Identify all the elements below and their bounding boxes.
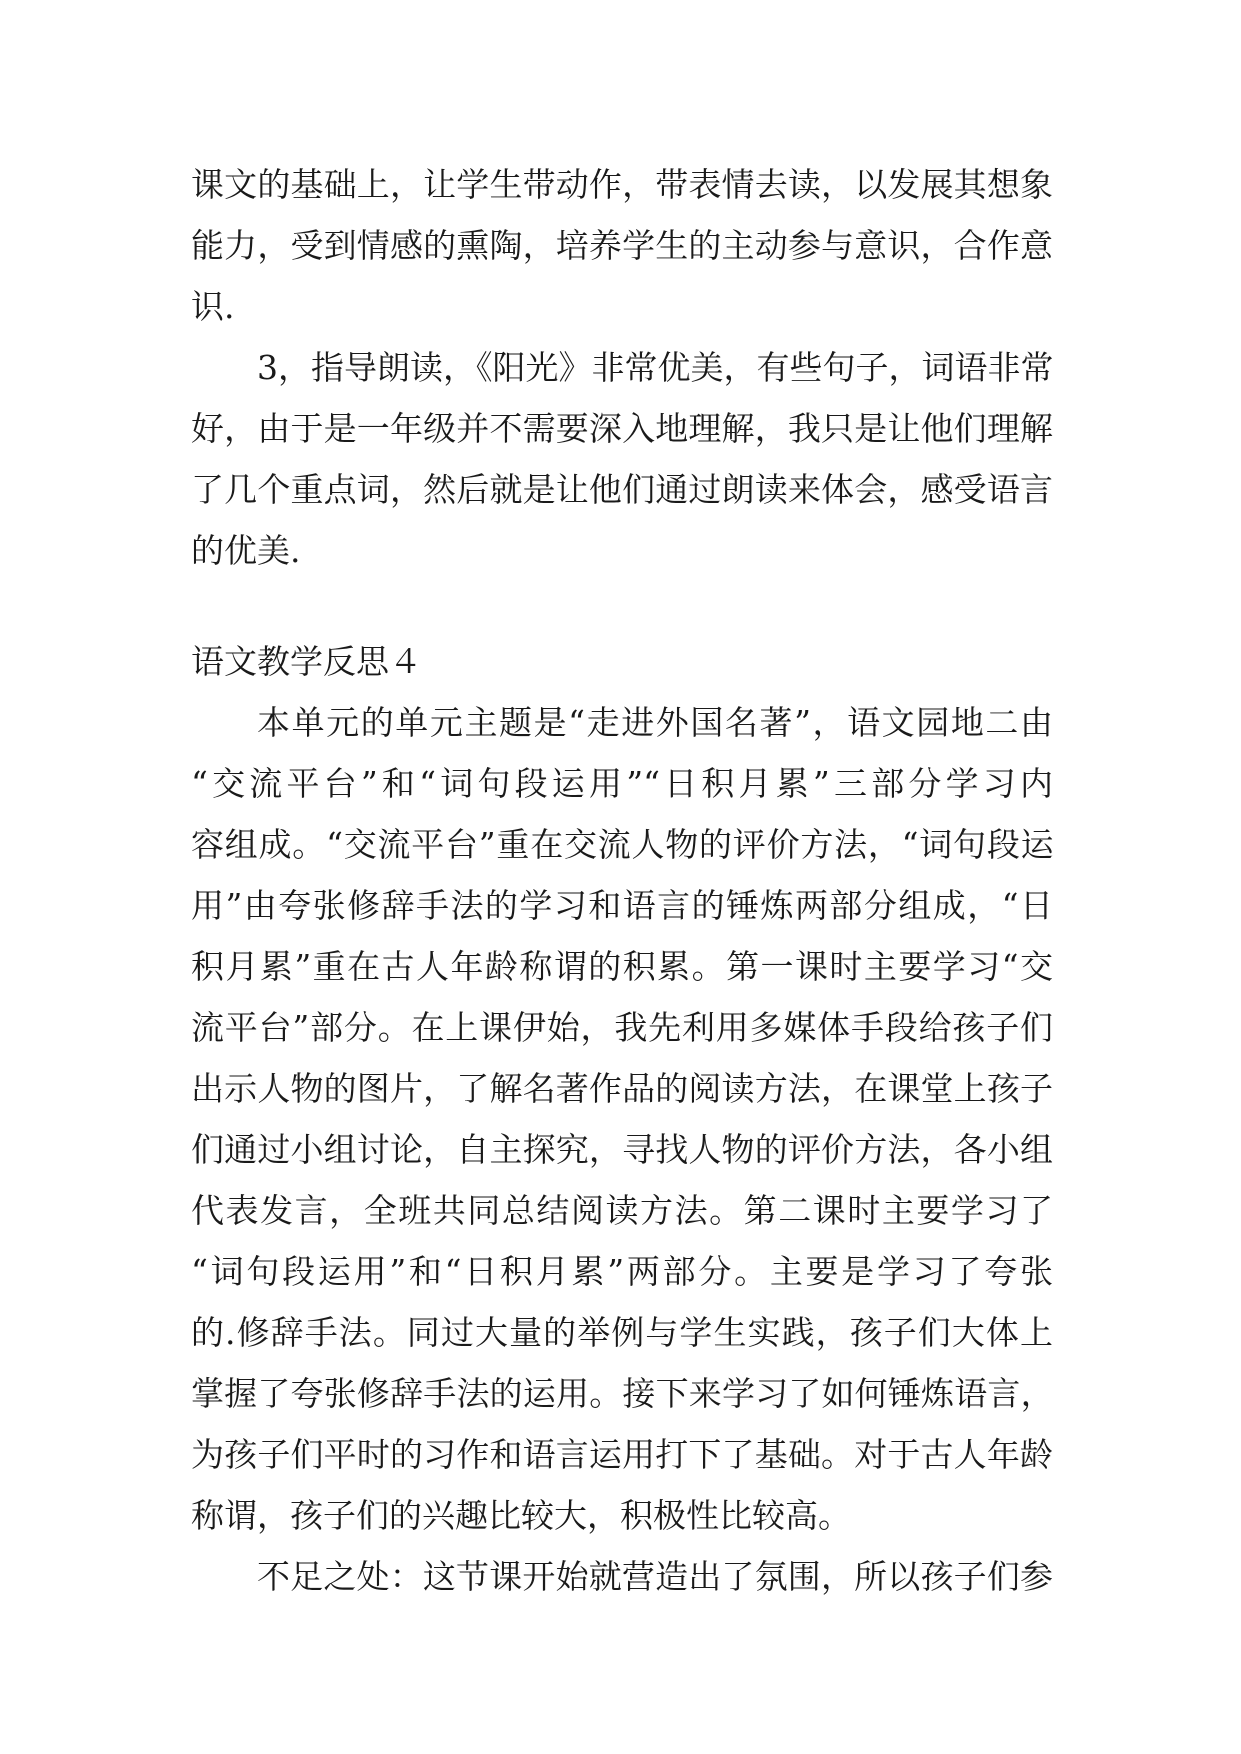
text-line: 容组成。“交流平台”重在交流人物的评价方法，“词句段运 [191,825,1053,864]
text-line: 出示人物的图片，了解名著作品的阅读方法，在课堂上孩子 [191,1069,1053,1108]
text-line: 用”由夸张修辞手法的学习和语言的锤炼两部分组成，“日 [191,886,1053,925]
text-line: 好，由于是一年级并不需要深入地理解，我只是让他们理解 [191,409,1053,448]
text-line: 课文的基础上，让学生带动作，带表情去读，以发展其想象 [191,165,1053,204]
text-line: 不足之处：这节课开始就营造出了氛围，所以孩子们参 [257,1557,1053,1596]
text-line: 为孩子们平时的习作和语言运用打下了基础。对于古人年龄 [191,1435,1053,1474]
section-heading: 语文教学反思４ [191,642,422,681]
text-line: 识. [191,287,235,326]
text-line: 称谓，孩子们的兴趣比较大，积极性比较高。 [191,1496,851,1535]
text-line: 流平台”部分。在上课伊始，我先利用多媒体手段给孩子们 [191,1008,1053,1047]
text-line: 的优美. [191,531,301,570]
text-line: “交流平台”和“词句段运用”“日积月累”三部分学习内 [191,764,1053,803]
text-line: 的.修辞手法。同过大量的举例与学生实践，孩子们大体上 [191,1313,1053,1352]
text-line: 积月累”重在古人年龄称谓的积累。第一课时主要学习“交 [191,947,1053,986]
text-line: 3，指导朗读，《阳光》非常优美，有些句子，词语非常 [257,348,1054,387]
text-line: 了几个重点词，然后就是让他们通过朗读来体会，感受语言 [191,470,1053,509]
text-line: 本单元的单元主题是“走进外国名著”，语文园地二由 [257,703,1053,742]
text-line: 代表发言，全班共同总结阅读方法。第二课时主要学习了 [191,1191,1053,1230]
text-line: “词句段运用”和“日积月累”两部分。主要是学习了夸张 [191,1252,1053,1291]
text-line: 们通过小组讨论，自主探究，寻找人物的评价方法，各小组 [191,1130,1053,1169]
text-line: 能力，受到情感的熏陶，培养学生的主动参与意识，合作意 [191,226,1053,265]
text-line: 掌握了夸张修辞手法的运用。接下来学习了如何锤炼语言， [191,1374,1053,1413]
